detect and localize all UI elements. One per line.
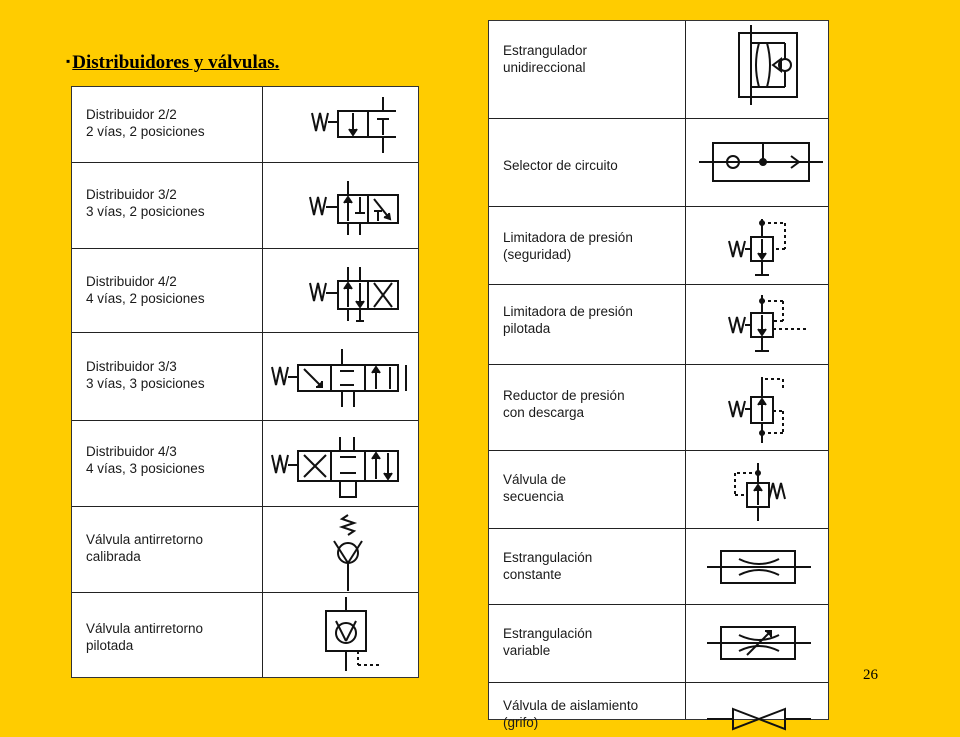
table-row — [72, 421, 418, 507]
row-label: Válvula de aislamiento (grifo) — [503, 698, 639, 730]
table-row — [72, 507, 418, 593]
table-row — [489, 21, 828, 119]
table-row — [72, 593, 418, 679]
row-label: Distribuidor 3/2 3 vías, 2 posiciones — [86, 187, 205, 219]
valve-2-2-icon — [306, 91, 396, 159]
valve-4-2-icon — [304, 261, 404, 327]
left-symbol-table — [71, 86, 419, 678]
title-bullet: ▪ — [66, 54, 71, 68]
table-row — [489, 207, 828, 285]
row-label: Estrangulación constante — [503, 550, 593, 582]
valve-3-2-icon — [304, 177, 404, 239]
table-row — [489, 529, 828, 605]
row-label: Válvula de secuencia — [503, 472, 567, 504]
row-label: Distribuidor 2/2 2 vías, 2 posiciones — [86, 107, 205, 139]
one-way-throttle-icon — [729, 23, 809, 113]
row-label: Selector de circuito — [503, 158, 618, 173]
row-label: Estrangulación variable — [503, 626, 593, 658]
row-label: Distribuidor 3/3 3 vías, 3 posiciones — [86, 359, 205, 391]
table-row — [489, 605, 828, 683]
valve-3-3-icon — [268, 345, 408, 413]
row-label: Reductor de presión con descarga — [503, 388, 625, 420]
piloted-check-valve-icon — [312, 595, 392, 677]
row-label: Distribuidor 4/3 4 vías, 3 posiciones — [86, 444, 205, 476]
table-row — [489, 365, 828, 451]
title-text: Distribuidores y válvulas. — [72, 52, 280, 73]
table-row — [72, 87, 418, 163]
table-row — [489, 119, 828, 207]
calibrated-check-valve-icon — [318, 511, 378, 593]
table-row — [72, 333, 418, 421]
isolation-valve-icon — [703, 701, 817, 737]
right-symbol-table — [488, 20, 829, 730]
row-label: Válvula antirretorno calibrada — [86, 532, 204, 564]
row-label: Limitadora de presión (seguridad) — [503, 230, 633, 262]
table-row — [489, 683, 828, 730]
piloted-relief-valve-icon — [725, 289, 815, 363]
row-label: Limitadora de presión pilotada — [503, 304, 633, 336]
row-label: Válvula antirretorno pilotada — [86, 621, 204, 653]
row-label: Estrangulador unidireccional — [503, 43, 588, 75]
table-row — [72, 163, 418, 249]
valve-4-3-icon — [268, 433, 408, 505]
table-row — [72, 249, 418, 333]
table-row — [489, 451, 828, 529]
row-label: Distribuidor 4/2 4 vías, 2 posiciones — [86, 274, 205, 306]
pressure-reducer-icon — [725, 371, 805, 447]
slide-title — [66, 52, 279, 74]
fixed-throttle-icon — [703, 545, 817, 589]
page-number: 26 — [863, 667, 878, 683]
table-row — [489, 285, 828, 365]
sequence-valve-icon — [725, 459, 805, 525]
relief-valve-icon — [725, 213, 805, 283]
variable-throttle-icon — [703, 621, 817, 665]
shuttle-valve-icon — [695, 139, 825, 187]
